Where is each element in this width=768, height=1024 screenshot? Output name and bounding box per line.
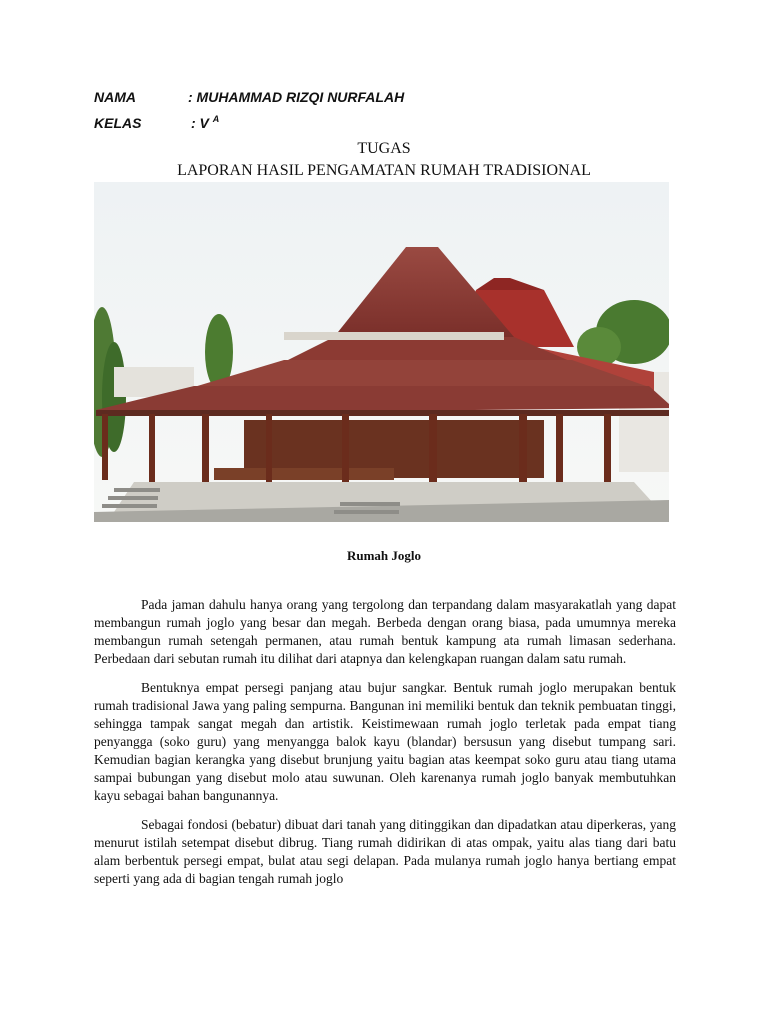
class-label: KELAS [94, 114, 142, 131]
class-value: : V [191, 114, 209, 131]
paragraph: Bentuknya empat persegi panjang atau bujur sangkar. Bentuk rumah joglo merupakan bentuk rumah tradisional Jawa yang paling sempurna. Bangunan ini memiliki bentuk dan teknik pembuatan tinggi, sehingga tampak sangat megah dan artistik. Keistimewaan rumah joglo terletak pada empat tiang penyangga (soko guru) yang menyangga balok kayu (blandar) bersusun yang disebut tumpang sari. Kemudian bagian kerangka yang disebut brunjung yaitu bagian atas keempat soko guru atau tiang utama sampai bubungan yang disebut molo atau suwunan. Oleh karenanya rumah joglo banyak membutuhkan kayu sebagai bahan bangunannya. [94, 680, 676, 803]
doc-title-line-1: TUGAS [357, 140, 411, 157]
class-superscript: A [212, 114, 220, 124]
paragraph: Sebagai fondosi (bebatur) dibuat dari tanah yang ditinggikan dan dipadatkan atau diperkeras, yang menurut istilah setempat disebut dibrug. Tiang rumah didirikan di atas ompak, yaitu alas tiang dari batu alam berbentuk persegi empat, bulat atau segi delapan. Pada mulanya rumah joglo hanya bertiang empat seperti yang ada di bagian tengah rumah joglo [94, 817, 676, 886]
name-value: : MUHAMMAD RIZQI NURFALAH [188, 89, 405, 105]
body-text [94, 596, 676, 899]
name-label: NAMA [94, 89, 136, 105]
name-row [94, 89, 404, 105]
paragraph: Pada jaman dahulu hanya orang yang tergolong dan terpandang dalam masyarakatlah yang dapat membangun rumah joglo yang besar dan megah. Berbeda dengan orang biasa, pada umumnya mereka membangun rumah setengah permanen, atau rumah bentuk kampung ata rumah limasan sederhana. Perbedaan dari sebutan rumah itu dilihat dari atapnya dan kelengkapan ruangan dalam satu rumah. [94, 597, 676, 666]
figure-caption: Rumah Joglo [346, 548, 422, 563]
class-row [94, 114, 219, 131]
joglo-house-photo [94, 182, 669, 522]
doc-title-line-2: LAPORAN HASIL PENGAMATAN RUMAH TRADISIONAL [177, 162, 591, 179]
